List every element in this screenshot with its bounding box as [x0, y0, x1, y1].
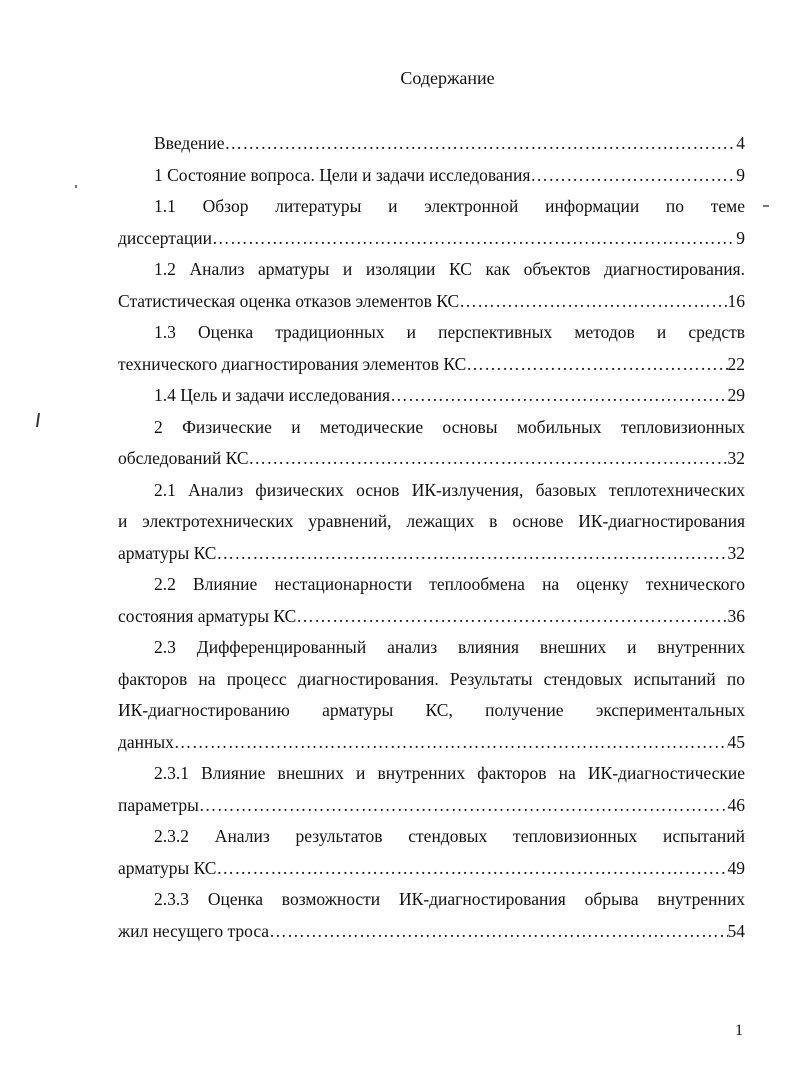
toc-page-number: 22 — [727, 353, 745, 374]
toc-entry-line: 2.2 Влияние нестационарности теплообмена на оценку технического — [154, 574, 745, 594]
toc-entry-title: 1.4 Цель и задачи исследования — [154, 385, 391, 405]
toc-entry — [118, 128, 745, 160]
toc-entry-last-line — [118, 727, 745, 759]
scan-artifact — [75, 185, 77, 188]
toc-entry-line: 2.1 Анализ физических основ ИК-излучения, базовых теплотехнических — [154, 479, 745, 500]
toc-entry — [118, 412, 745, 475]
toc-entry-line: факторов на процесс диагностирования. Результаты стендовых испытаний по — [118, 668, 745, 689]
toc-entry-last-line — [118, 790, 745, 822]
dot-leader — [530, 160, 736, 192]
toc-entry-last-line — [118, 128, 745, 160]
toc-entry-line: 2.3.1 Влияние внешних и внутренних факторов на ИК-диагностические — [154, 763, 745, 783]
page-number: 1 — [735, 1022, 743, 1039]
toc-entry — [118, 317, 745, 380]
toc-entry-title: Статистическая оценка отказов элементов КС — [118, 290, 460, 311]
toc-entry-line: 1.3 Оценка традиционных и перспективных методов и средств — [154, 322, 745, 342]
toc-entry-last-line — [118, 349, 745, 381]
dot-leader — [249, 443, 728, 475]
toc-entry — [118, 254, 745, 317]
toc-entry — [118, 758, 745, 821]
dot-leader — [269, 916, 727, 948]
toc-page-number: 16 — [727, 290, 745, 311]
dot-leader — [296, 601, 727, 633]
toc-entry-title: Введение — [154, 133, 225, 153]
toc-entry-line: и электротехнических уравнений, лежащих в основе ИК-диагностирования — [118, 511, 745, 531]
toc-page-number: 54 — [727, 920, 745, 941]
scan-artifact — [763, 205, 769, 207]
toc-page-number: 32 — [727, 542, 745, 563]
toc-entry-last-line — [118, 916, 745, 948]
dot-leader — [174, 727, 728, 759]
toc-entry-last-line — [118, 853, 745, 885]
toc-entry-title: арматуры КС — [118, 857, 217, 878]
toc-entry — [118, 632, 745, 758]
table-of-contents — [118, 128, 745, 947]
toc-entry-last-line — [118, 443, 745, 475]
toc-entry-line: 2.3 Дифференцированный анализ влияния внешних и внутренних — [154, 637, 745, 657]
toc-entry-line: 2.3.3 Оценка возможности ИК-диагностирования обрыва внутренних — [154, 889, 745, 909]
page-title: Содержание — [400, 68, 495, 88]
toc-entry-line: ИК-диагностированию арматуры КС, получение экспериментальных — [118, 700, 745, 720]
toc-entry — [118, 380, 745, 412]
toc-entry-line: 1.1 Обзор литературы и электронной информации по теме — [154, 196, 745, 216]
toc-entry-last-line — [118, 380, 745, 412]
dot-leader — [225, 128, 737, 160]
toc-page-number: 32 — [727, 448, 745, 468]
toc-page-number: 46 — [727, 794, 745, 815]
toc-entry-title: диссертации — [118, 227, 213, 248]
toc-page-number: 9 — [736, 164, 745, 185]
toc-entry-title: данных — [118, 731, 174, 752]
toc-entry — [118, 475, 745, 570]
toc-entry-last-line — [118, 286, 745, 318]
toc-entry — [118, 569, 745, 632]
toc-entry-line: 1.2 Анализ арматуры и изоляции КС как объектов диагностирования. — [154, 259, 745, 279]
dot-leader — [390, 380, 727, 412]
dot-leader — [199, 790, 728, 822]
toc-entry-title: арматуры КС — [118, 542, 217, 563]
toc-page-number: 36 — [727, 605, 745, 626]
toc-entry-title: жил несущего троса — [118, 920, 270, 941]
toc-page-number: 45 — [727, 731, 745, 752]
toc-entry-last-line — [118, 601, 745, 633]
toc-entry-title: технического диагностирования элементов КС — [118, 353, 467, 374]
toc-entry — [118, 160, 745, 192]
toc-page-number: 4 — [736, 133, 745, 153]
toc-page-number: 9 — [736, 227, 745, 248]
toc-entry-last-line — [118, 160, 745, 192]
toc-entry-title: обследований КС — [118, 448, 249, 468]
toc-entry — [118, 884, 745, 947]
dot-leader — [466, 349, 727, 381]
toc-page-number: 29 — [727, 385, 745, 405]
toc-entry — [118, 821, 745, 884]
dot-leader — [459, 286, 727, 318]
toc-entry-line: 2.3.2 Анализ результатов стендовых тепловизионных испытаний — [154, 826, 745, 846]
scan-artifact — [36, 413, 40, 427]
toc-entry-title: параметры — [118, 794, 199, 815]
dot-leader — [212, 223, 736, 255]
dot-leader — [216, 853, 727, 885]
toc-entry-line: 2 Физические и методические основы мобильных тепловизионных — [154, 416, 745, 437]
toc-entry-title: 1 Состояние вопроса. Цели и задачи исследования — [154, 164, 531, 185]
toc-entry — [118, 191, 745, 254]
toc-page-number: 49 — [727, 857, 745, 878]
dot-leader — [216, 538, 727, 570]
toc-entry-last-line — [118, 223, 745, 255]
toc-entry-title: состояния арматуры КС — [118, 605, 297, 626]
toc-entry-last-line — [118, 538, 745, 570]
